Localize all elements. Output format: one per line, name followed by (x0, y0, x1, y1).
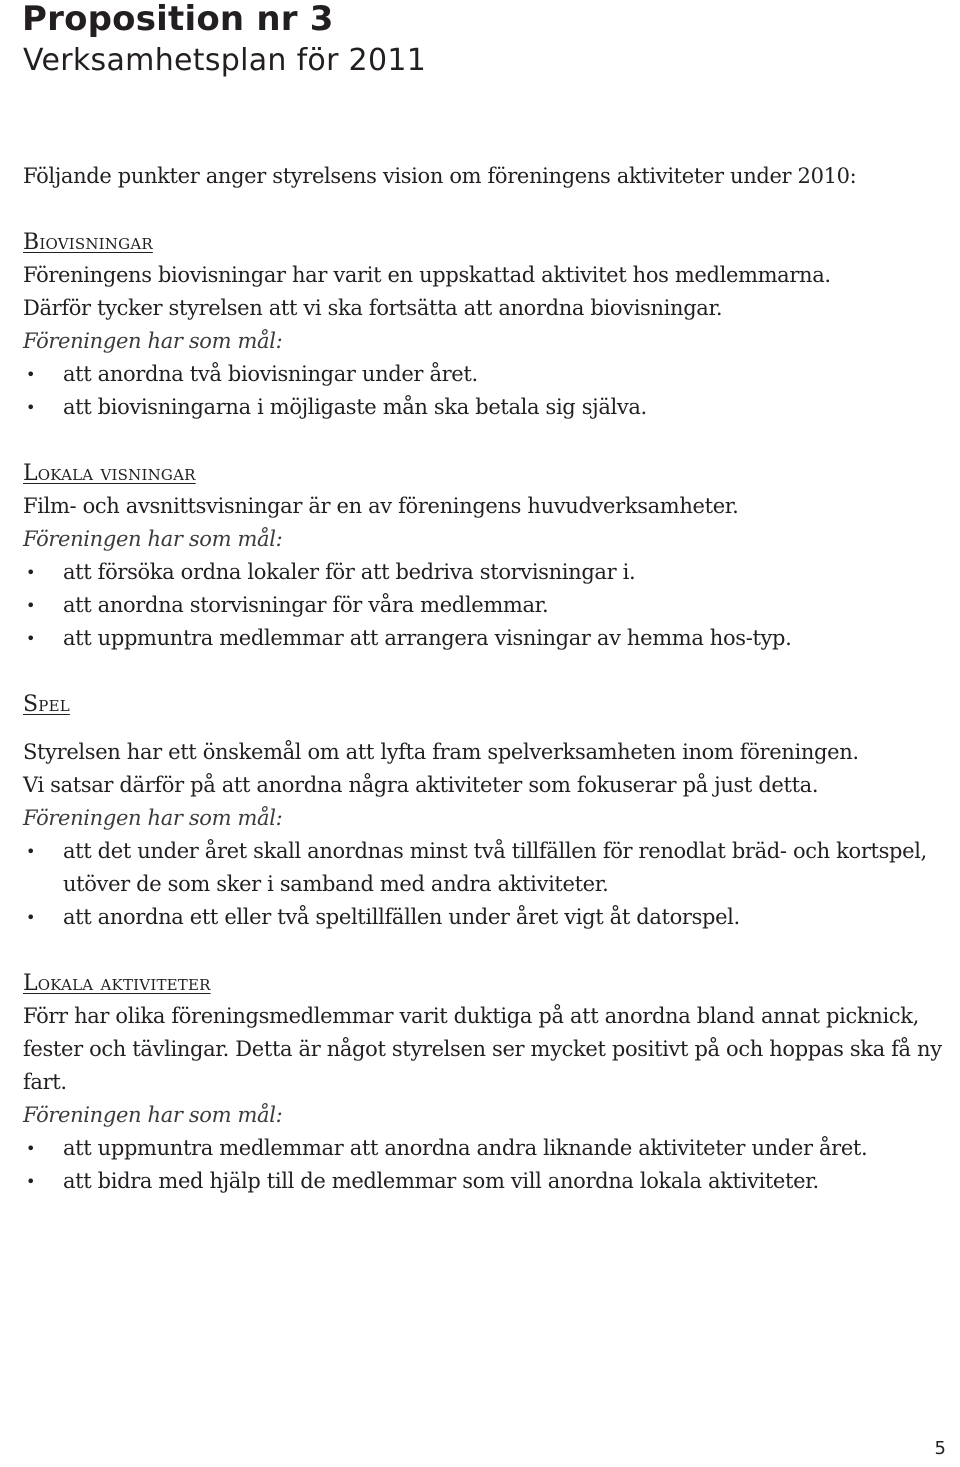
goal-item (23, 556, 948, 589)
goal-label: Föreningen har som mål: (23, 527, 283, 551)
page-number: 5 (934, 1438, 946, 1459)
section-paragraph: Därför tycker styrelsen att vi ska fortsätta att anordna biovisningar. (23, 296, 723, 320)
bullet-icon: • (26, 596, 36, 615)
goal-list (23, 1132, 948, 1198)
goal-item (23, 589, 948, 622)
goal-item-text: att bidra med hjälp till de medlemmar som vill anordna lokala aktiviteter. (63, 1169, 819, 1193)
bullet-icon: • (26, 842, 36, 861)
page-subtitle: Verksamhetsplan för 2011 (23, 43, 427, 78)
goal-item-text: att anordna ett eller två speltillfällen under året vigt åt datorspel. (63, 905, 740, 929)
goal-item-text: att anordna storvisningar för våra medlemmar. (63, 593, 549, 617)
goal-list (23, 835, 948, 934)
section-paragraph: Föreningens biovisningar har varit en uppskattad aktivitet hos medlemmarna. (23, 263, 831, 287)
section-heading: Biovisningar (23, 230, 153, 255)
section-heading: Lokala aktiviteter (23, 971, 211, 996)
section-paragraph: Film- och avsnittsvisningar är en av föreningens huvudverksamheter. (23, 494, 739, 518)
section-paragraph: Styrelsen har ett önskemål om att lyfta fram spelverksamheten inom föreningen. (23, 740, 859, 764)
bullet-icon: • (26, 908, 36, 927)
bullet-icon: • (26, 1172, 36, 1191)
section-heading: Lokala visningar (23, 461, 196, 486)
bullet-icon: • (26, 398, 36, 417)
goal-item (23, 1165, 948, 1198)
goal-item-text: att biovisningarna i möjligaste mån ska betala sig själva. (63, 395, 647, 419)
goal-list (23, 358, 948, 424)
section-lokala-visningar (23, 457, 948, 655)
bullet-icon: • (26, 563, 36, 582)
section-paragraph: Förr har olika föreningsmedlemmar varit duktiga på att anordna bland annat picknick, fester och tävlingar. Detta är något styrelsen ser mycket positivt på och hoppas ska få ny fart. (23, 1004, 942, 1094)
goal-item-text: att uppmuntra medlemmar att arrangera visningar av hemma hos-typ. (63, 626, 792, 650)
bullet-icon: • (26, 365, 36, 384)
section-lokala-aktiviteter (23, 967, 948, 1198)
goal-item-text: att anordna två biovisningar under året. (63, 362, 478, 386)
goal-item (23, 358, 948, 391)
goal-item (23, 901, 948, 934)
goal-item (23, 622, 948, 655)
goal-item (23, 1132, 948, 1165)
goal-item-text: att försöka ordna lokaler för att bedriva storvisningar i. (63, 560, 636, 584)
goal-label: Föreningen har som mål: (23, 1103, 283, 1127)
page-title: Proposition nr 3 (22, 0, 334, 39)
goal-item (23, 835, 948, 901)
document-body (23, 160, 948, 1198)
section-spel (23, 688, 948, 934)
section-biovisningar (23, 226, 948, 424)
goal-item-text: att uppmuntra medlemmar att anordna andra liknande aktiviteter under året. (63, 1136, 868, 1160)
intro-text: Följande punkter anger styrelsens vision om föreningens aktiviteter under 2010: (23, 164, 857, 188)
goal-label: Föreningen har som mål: (23, 329, 283, 353)
goal-list (23, 556, 948, 655)
bullet-icon: • (26, 1139, 36, 1158)
goal-item-text: att det under året skall anordnas minst två tillfällen för renodlat bräd- och kortspel, utöver de som sker i samband med andra aktiviteter. (63, 839, 927, 896)
bullet-icon: • (26, 629, 36, 648)
section-heading: Spel (23, 692, 70, 717)
goal-item (23, 391, 948, 424)
section-paragraph: Vi satsar därför på att anordna några aktiviteter som fokuserar på just detta. (23, 773, 819, 797)
goal-label: Föreningen har som mål: (23, 806, 283, 830)
